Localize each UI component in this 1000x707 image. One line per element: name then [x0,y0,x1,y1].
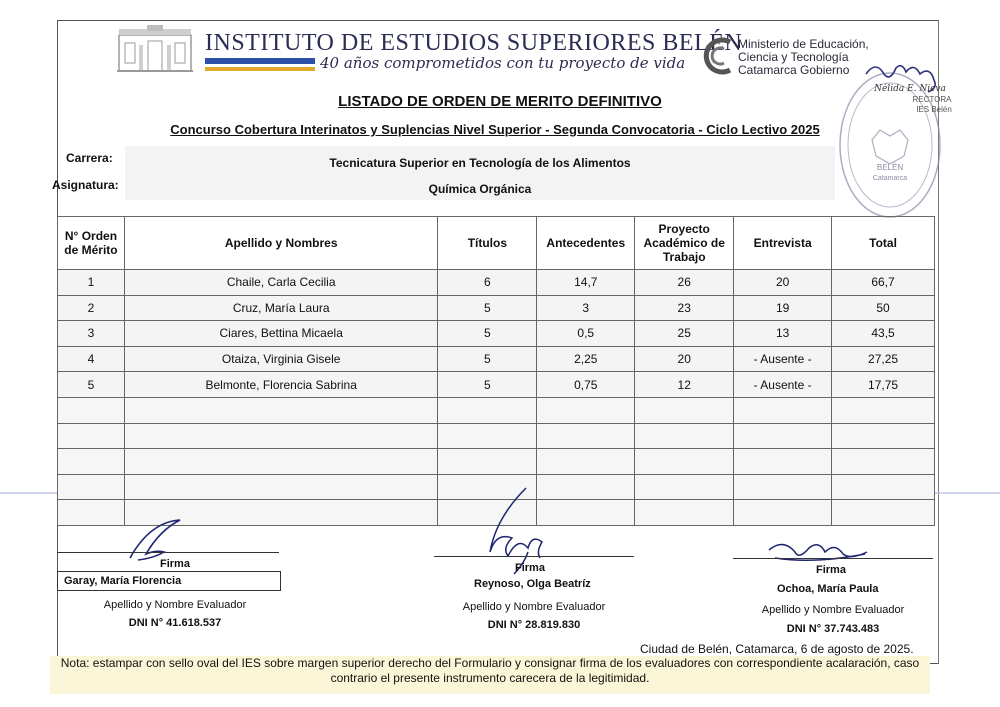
col-header-titulos: Títulos [438,217,537,270]
signature-3-firma: Firma [816,564,846,576]
table-row [58,321,935,347]
table-row-empty [58,423,935,449]
document-title-text: LISTADO DE ORDEN DE MERITO DEFINITIVO [338,93,662,110]
cell-titulos: 5 [438,295,537,321]
signature-1-firma: Firma [160,558,190,570]
signature-3-scribble [765,536,871,566]
cell-entrevista: 19 [734,295,832,321]
stamp-role: RECTORA [912,95,952,104]
seal-text-1: BELÉN [876,163,904,172]
table-row-empty [58,449,935,475]
cell-orden: 2 [58,295,125,321]
document-subtitle-text: Concurso Cobertura Interinatos y Suplencias Nivel Superior - Segunda Convocatoria - Ciclo Lectivo 2025 [170,122,820,137]
ministry-line-1: Ministerio de Educación, [738,37,869,51]
institute-blue-bar [205,58,315,64]
carrera-label: Carrera: [66,151,113,165]
table-row [58,270,935,296]
cell-orden: 5 [58,372,125,398]
merit-table [57,216,935,526]
cell-titulos: 5 [438,321,537,347]
cell-antecedentes: 3 [537,295,635,321]
seal-text-2: Catamarca [872,175,908,182]
table-row [58,295,935,321]
cell-nombre: Ciares, Bettina Micaela [124,321,437,347]
cell-total: 43,5 [832,321,935,347]
signature-2-line [434,556,634,557]
col-header-proyecto: Proyecto Académico de Trabajo [635,217,734,270]
cell-entrevista: - Ausente - [734,372,832,398]
table-row-empty [58,397,935,423]
cell-nombre: Belmonte, Florencia Sabrina [124,372,437,398]
signature-3-dni: DNI N° 37.743.483 [786,623,880,635]
signature-3-line [733,558,933,559]
institute-tagline: 40 años comprometidos con tu proyecto de vida [320,54,686,72]
cell-orden: 4 [58,346,125,372]
cell-orden: 1 [58,270,125,296]
col-header-nombre: Apellido y Nombres [124,217,437,270]
cell-orden: 3 [58,321,125,347]
cell-proyecto: 25 [635,321,734,347]
col-header-antecedentes: Antecedentes [537,217,635,270]
cell-titulos: 6 [438,270,537,296]
cell-entrevista: 13 [734,321,832,347]
cell-antecedentes: 2,25 [537,346,635,372]
cell-total: 27,25 [832,346,935,372]
cell-titulos: 5 [438,372,537,398]
cell-nombre: Chaile, Carla Cecilia [124,270,437,296]
ministry-line-2: Ciencia y Tecnología [738,50,849,64]
footer-note: Nota: estampar con sello oval del IES sobre margen superior derecho del Formulario y consignar firma de los evaluadores con correspondiente acalaración, caso contrario el presente instrumento carecera de la legitimidad. [50,656,930,694]
cell-entrevista: - Ausente - [734,346,832,372]
table-row [58,372,935,398]
document-title [0,93,1000,110]
cell-nombre: Cruz, María Laura [124,295,437,321]
ministry-line-3: Catamarca Gobierno [738,63,850,77]
stamp-name: Nélida E. Nieva [874,84,946,94]
cell-antecedentes: 0,75 [537,372,635,398]
signature-2-name: Reynoso, Olga Beatríz [474,578,591,590]
cell-proyecto: 12 [635,372,734,398]
table-header-row [58,217,935,270]
table-row [58,346,935,372]
cell-nombre: Otaiza, Virginia Gisele [124,346,437,372]
cell-total: 17,75 [832,372,935,398]
cell-proyecto: 20 [635,346,734,372]
city-date: Ciudad de Belén, Catamarca, 6 de agosto de 2025. [640,642,914,656]
signature-2-role: Apellido y Nombre Evaluador [462,601,606,613]
institute-building-logo [117,25,193,73]
document-subtitle [0,122,1000,137]
cell-total: 50 [832,295,935,321]
col-header-total: Total [832,217,935,270]
cell-antecedentes: 0,5 [537,321,635,347]
signature-3-role: Apellido y Nombre Evaluador [761,604,905,616]
signature-3-name: Ochoa, María Paula [777,583,879,595]
ministry-logo-icon [700,36,734,76]
cell-antecedentes: 14,7 [537,270,635,296]
col-header-orden: N° Orden de Mérito [58,217,125,270]
cell-entrevista: 20 [734,270,832,296]
carrera-value: Tecnicatura Superior en Tecnología de los Alimentos [329,156,631,170]
stamp-inst: IES Belén [916,105,952,114]
cell-total: 66,7 [832,270,935,296]
signature-2-firma: Firma [515,562,545,574]
signature-1-dni: DNI N° 41.618.537 [128,617,222,629]
cell-titulos: 5 [438,346,537,372]
signature-1-role: Apellido y Nombre Evaluador [103,599,247,611]
asignatura-label: Asignatura: [52,178,119,192]
cell-proyecto: 23 [635,295,734,321]
cell-proyecto: 26 [635,270,734,296]
signature-1-name: Garay, María Florencia [64,575,182,587]
institute-name: INSTITUTO DE ESTUDIOS SUPERIORES BELÉN [205,30,743,56]
institute-gold-bar [205,67,315,71]
col-header-entrevista: Entrevista [734,217,832,270]
signature-1-line [57,552,279,553]
signature-2-dni: DNI N° 28.819.830 [487,619,581,631]
asignatura-value: Química Orgánica [428,182,532,196]
